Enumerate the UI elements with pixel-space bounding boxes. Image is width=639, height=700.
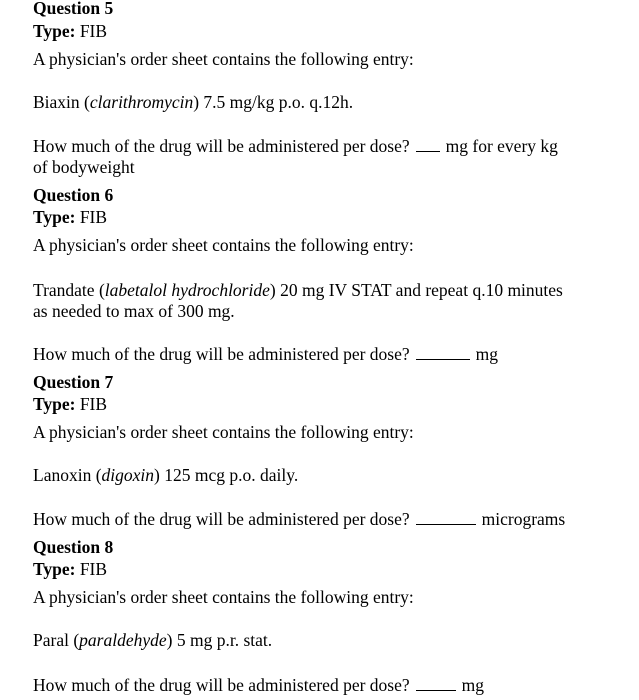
- prompt-text: How much of the drug will be administered per dose?: [33, 344, 410, 364]
- question-7-intro: A physician's order sheet contains the following entry:: [33, 422, 414, 442]
- question-6-order-cont: as needed to max of 300 mg.: [33, 301, 235, 321]
- prompt-text: How much of the drug will be administered per dose?: [33, 136, 410, 156]
- drug-generic: digoxin: [101, 465, 155, 485]
- question-8-intro: A physician's order sheet contains the following entry:: [33, 587, 414, 607]
- question-5-intro: A physician's order sheet contains the following entry:: [33, 49, 414, 69]
- question-7-prompt: [33, 509, 565, 530]
- answer-blank[interactable]: [416, 345, 470, 360]
- type-label: Type:: [33, 21, 76, 41]
- question-8-type: [33, 559, 107, 580]
- question-6-prompt: [33, 344, 498, 365]
- question-7-title: Question 7: [33, 372, 114, 392]
- answer-unit: micrograms: [481, 509, 566, 529]
- answer-blank[interactable]: [416, 137, 440, 152]
- question-8-title: Question 8: [33, 537, 114, 557]
- question-8-order: [33, 630, 272, 651]
- answer-unit: mg for every kg: [445, 136, 558, 156]
- question-7-order: [33, 465, 298, 486]
- question-8-prompt: [33, 675, 484, 696]
- drug-dose: ) 7.5 mg/kg p.o. q.12h.: [193, 92, 354, 112]
- answer-unit: mg: [461, 675, 485, 695]
- type-value: FIB: [79, 559, 108, 579]
- question-5-prompt: [33, 136, 558, 157]
- drug-brand: Lanoxin (: [33, 465, 102, 485]
- type-label: Type:: [33, 559, 76, 579]
- drug-dose: ) 20 mg IV STAT and repeat q.10 minutes: [269, 280, 563, 300]
- question-5-title: Question 5: [33, 0, 114, 18]
- type-value: FIB: [79, 207, 108, 227]
- drug-generic: paraldehyde: [79, 630, 167, 650]
- type-label: Type:: [33, 207, 76, 227]
- question-5-order: [33, 92, 353, 113]
- question-6-intro: A physician's order sheet contains the following entry:: [33, 235, 414, 255]
- question-5-unit-cont: of bodyweight: [33, 157, 135, 177]
- answer-blank[interactable]: [416, 510, 476, 525]
- question-6-type: [33, 207, 107, 228]
- type-label: Type:: [33, 394, 76, 414]
- drug-brand: Paral (: [33, 630, 80, 650]
- drug-brand: Trandate (: [33, 280, 105, 300]
- type-value: FIB: [79, 21, 108, 41]
- question-6-order: [33, 280, 563, 301]
- drug-dose: ) 5 mg p.r. stat.: [166, 630, 273, 650]
- drug-dose: ) 125 mcg p.o. daily.: [154, 465, 299, 485]
- answer-unit: mg: [475, 344, 499, 364]
- question-6-title: Question 6: [33, 185, 114, 205]
- drug-generic: clarithromycin: [89, 92, 194, 112]
- question-7-type: [33, 394, 107, 415]
- question-5-type: [33, 21, 107, 42]
- drug-generic: labetalol hydrochloride: [104, 280, 270, 300]
- prompt-text: How much of the drug will be administered per dose?: [33, 509, 410, 529]
- type-value: FIB: [79, 394, 108, 414]
- answer-blank[interactable]: [416, 676, 456, 691]
- prompt-text: How much of the drug will be administered per dose?: [33, 675, 410, 695]
- drug-brand: Biaxin (: [33, 92, 90, 112]
